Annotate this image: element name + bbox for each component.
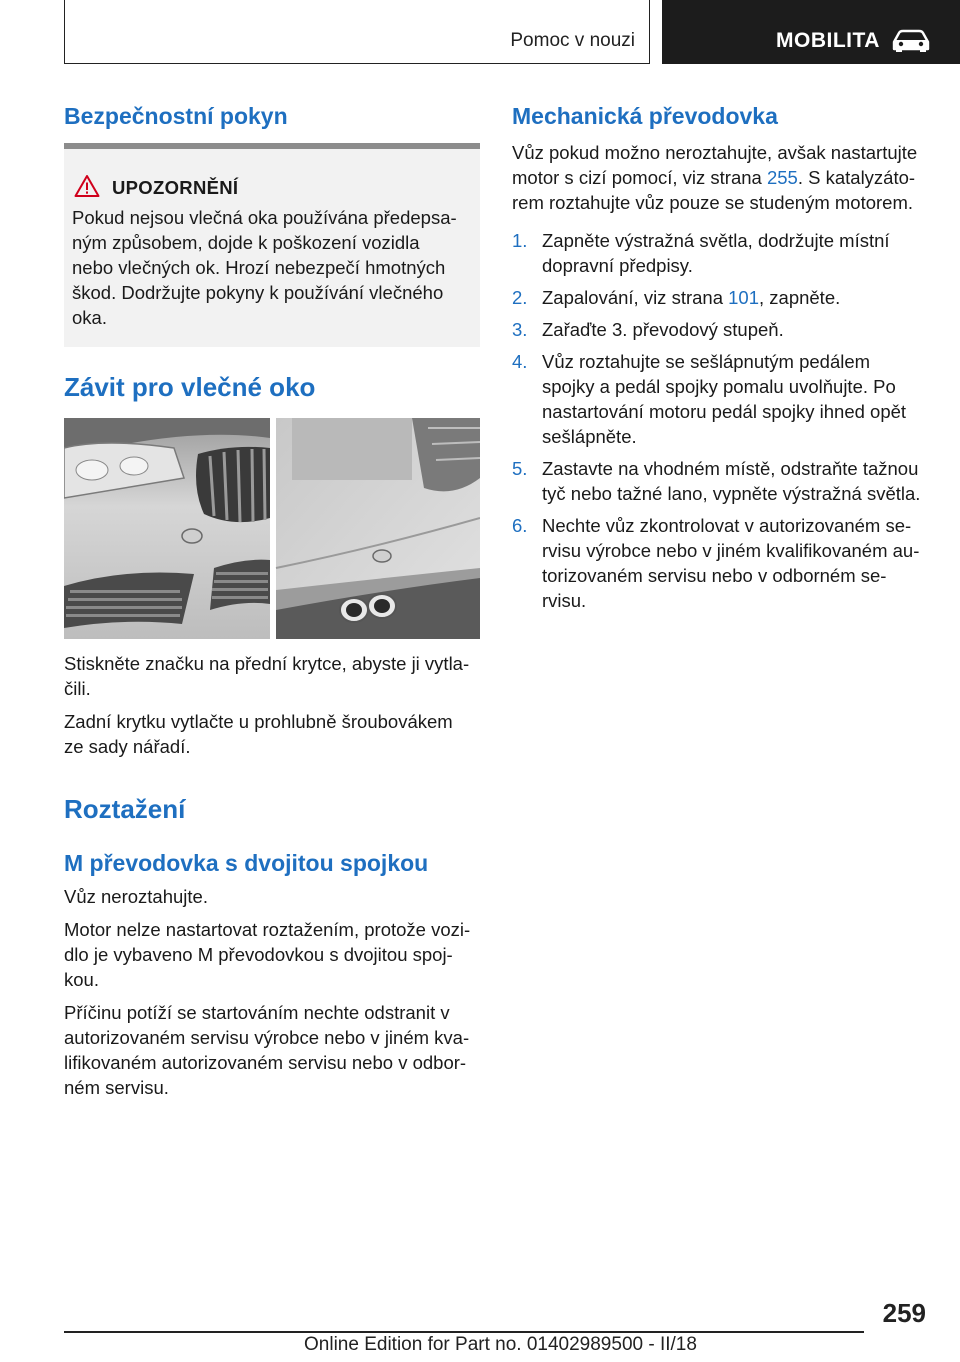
intro-line: Vůz pokud možno neroztahujte, avšak nastartujte [512, 142, 918, 163]
warning-line: ným způsobem, dojde k poškození vozidla [72, 232, 420, 253]
dct-text [64, 884, 480, 1100]
warning-line: škod. Dodržujte pokyny k používání vlečného [72, 282, 444, 303]
car-icon [890, 28, 932, 54]
dct-p3-line: Příčinu potíží se startováním nechte odstranit v [64, 1002, 450, 1023]
thread-heading: Závit pro vlečné oko [64, 372, 316, 402]
step-number: 4. [512, 351, 528, 372]
dct-p2-line: kou. [64, 969, 99, 990]
section-tab [64, 0, 650, 64]
dct-heading: M převodovka s dvojitou spojkou [64, 850, 429, 876]
step-item: 2. Zapalování, viz strana 101, zapněte. [512, 287, 841, 308]
dct-p1: Vůz neroztahujte. [64, 886, 208, 907]
warning-box [64, 143, 480, 347]
step-item: 4. Vůz roztahujte se sešlápnutým pedálem spojky a pedál spojky pomalu uvolňujte. Po nastartování motoru pedál spojky ihned opět sešlápněte. [512, 351, 907, 447]
warning-line: oka. [72, 307, 107, 328]
chapter-title: MOBILITA [776, 29, 880, 52]
thread-p1-line: Stiskněte značku na přední krytce, abyste ji vytla- [64, 653, 470, 674]
step-number: 3. [512, 319, 528, 340]
step-number: 1. [512, 230, 528, 251]
tow-eye-cover-illustration [64, 418, 480, 639]
step-item: 1. Zapněte výstražná světla, dodržujte místní dopravní předpisy. [512, 230, 890, 276]
start-heading: Roztažení [64, 794, 186, 824]
warning-title: UPOZORNĚNÍ [112, 177, 239, 198]
manual-heading: Mechanická převodovka [512, 103, 778, 129]
dct-p2-line: Motor nelze nastartovat roztažením, protože vozi- [64, 919, 471, 940]
dct-p3-line: autorizovaném servisu výrobce nebo v jiném kva- [64, 1027, 470, 1048]
step-item: 5. Zastavte na vhodném místě, odstraňte tažnou tyč nebo tažné lano, vypněte výstražná světla. [512, 458, 921, 504]
thread-text [64, 651, 480, 759]
page-number: 259 [882, 1298, 926, 1328]
car-bumper-image [64, 418, 480, 639]
edition-info: Online Edition for Part no. 01402989500 - II/18 [304, 1334, 697, 1355]
dct-p3-line: lifikovaném autorizovaném servisu nebo v odbor- [64, 1052, 467, 1073]
warning-triangle-icon [74, 174, 100, 198]
page-header [64, 0, 960, 64]
step-number: 2. [512, 287, 528, 308]
safety-heading: Bezpečnostní pokyn [64, 103, 288, 129]
intro-line: rem roztahujte vůz pouze se studeným motorem. [512, 192, 914, 213]
page-link-101[interactable]: 101 [728, 287, 759, 308]
dct-p2-line: dlo je vybaveno M převodovkou s dvojitou spoj- [64, 944, 453, 965]
section-title: Pomoc v nouzi [510, 30, 635, 51]
thread-p2-line: Zadní krytku vytlačte u prohlubně šroubovákem [64, 711, 453, 732]
step-item: 6. Nechte vůz zkontrolovat v autorizovaném se- rvisu výrobce nebo v jiném kvalifikovaném au- torizovaném servisu nebo v odborném se- rvisu. [512, 515, 920, 611]
page-link-255[interactable]: 255 [766, 167, 798, 188]
step-number: 6. [512, 515, 528, 536]
warning-text [72, 205, 468, 330]
warning-line: Pokud nejsou vlečná oka používána předepsa- [72, 207, 457, 228]
intro-line: motor s cizí pomocí, viz strana 255. S katalyzáto- [512, 167, 916, 188]
step-item: 3. Zařaďte 3. převodový stupeň. [512, 319, 784, 340]
chapter-tab [662, 0, 960, 64]
steps-list [512, 228, 932, 620]
footer-divider [64, 1331, 864, 1333]
step-number: 5. [512, 458, 528, 479]
thread-p2-line: ze sady nářadí. [64, 736, 191, 757]
thread-p1-line: čili. [64, 678, 91, 699]
warning-line: nebo vlečných ok. Hrozí nebezpečí hmotných [72, 257, 446, 278]
dct-p3-line: ném servisu. [64, 1077, 169, 1098]
manual-intro [512, 140, 932, 215]
